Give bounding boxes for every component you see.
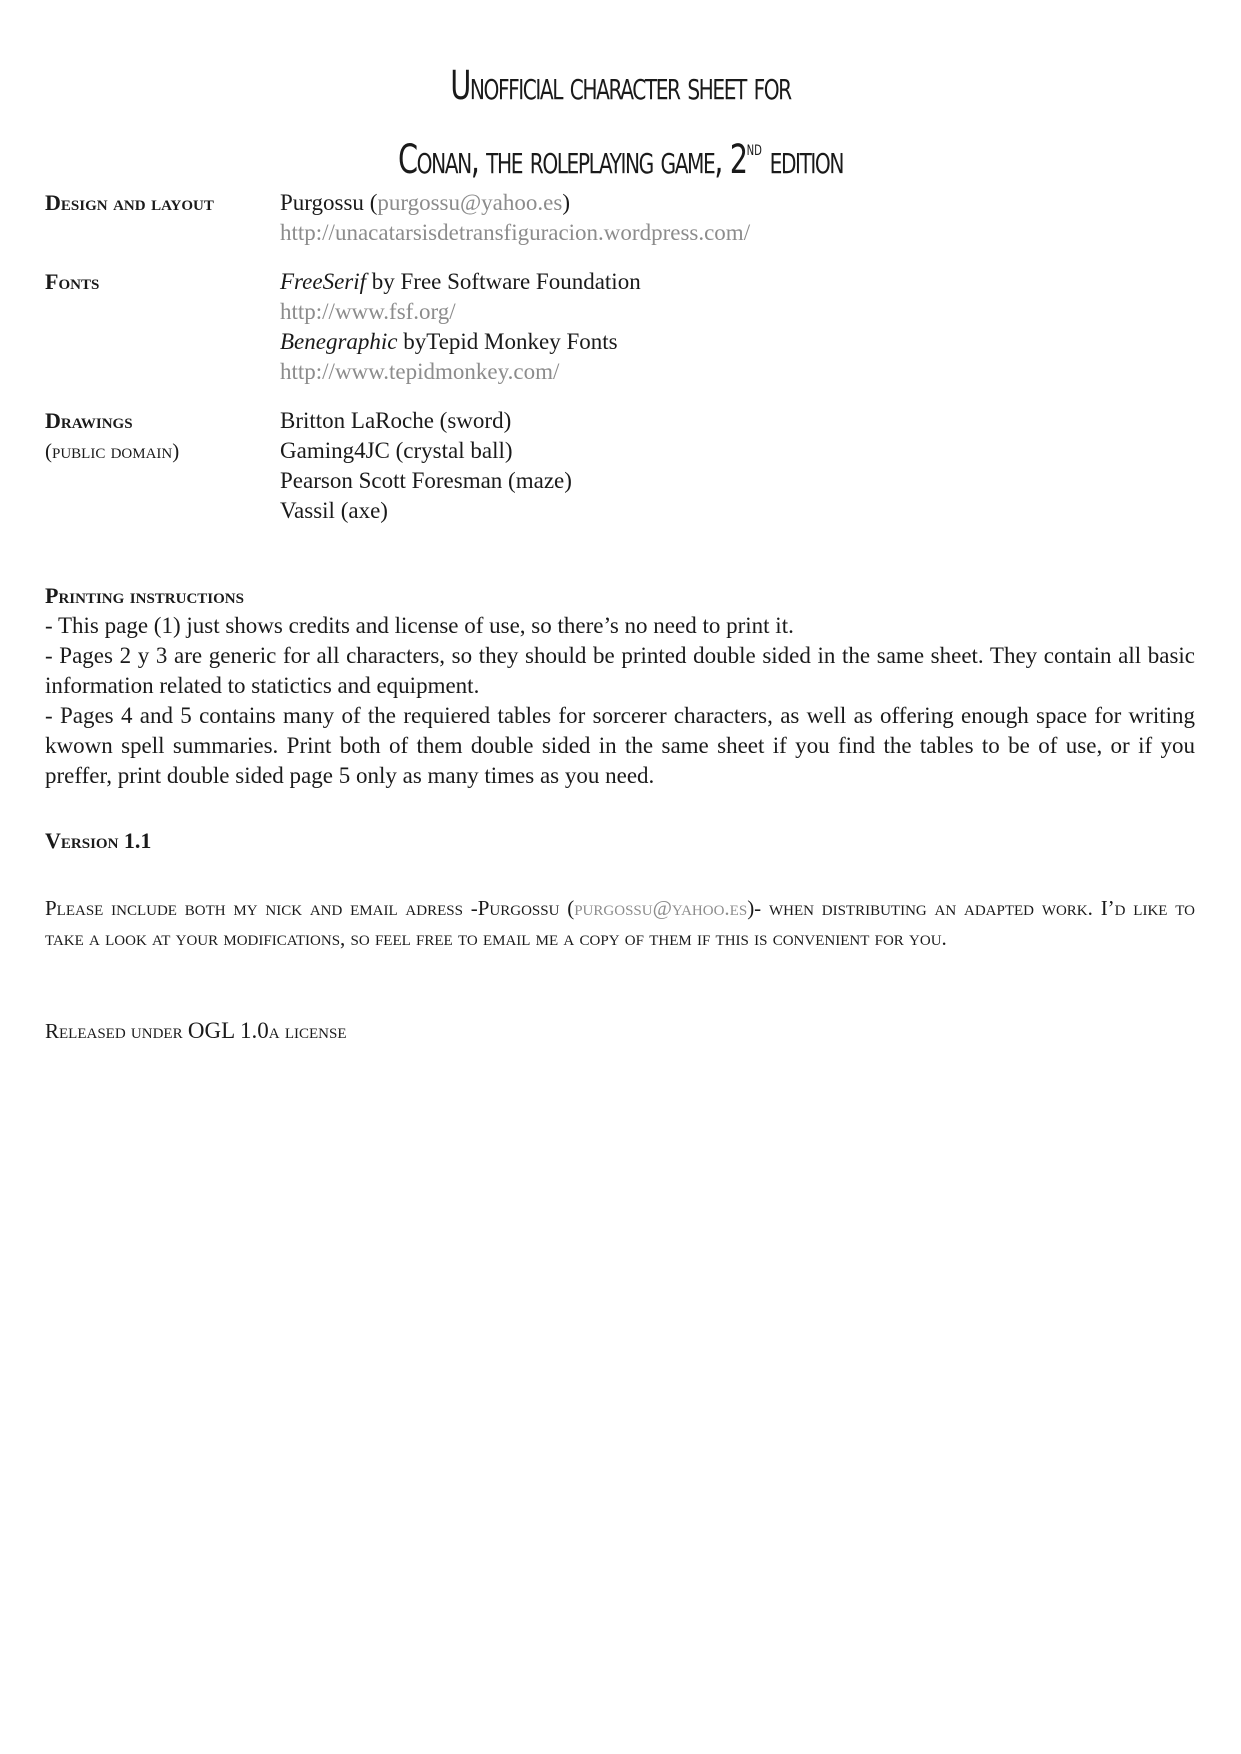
font2-url-link[interactable]: http://www.tepidmonkey.com/: [280, 359, 560, 384]
drawing-credit-item: Pearson Scott Foresman (maze): [280, 468, 572, 493]
printing-line: - Pages 4 and 5 contains many of the requiered tables for sorcerer characters, as well as offering enough space for writing kwown spell summaries. Print both of them double sided in the same sheet if you find the tables to be of use, or if you preffer, print double sided page 5 only as many times as you need.: [45, 703, 1195, 788]
credit-design-values: [280, 188, 750, 248]
distribution-notice: [45, 893, 1195, 953]
version-label: Version 1.1: [45, 828, 152, 853]
credit-drawings-values: [280, 406, 572, 526]
drawing-credit-item: Britton LaRoche (sword): [280, 408, 512, 433]
notice-text-start: Please include both my nick and email adress -Purgossu (: [45, 896, 575, 920]
license-section: [45, 1016, 1195, 1046]
notice-text-end: )- when distributing an adapted work. I’d like to take a look at your modifications, so feel free to email me a copy of them if this is convenient for you.: [45, 896, 1195, 950]
designer-line: Purgossu (purgossu@yahoo.es): [280, 190, 570, 215]
drawing-credit-item: Vassil (axe): [280, 498, 388, 523]
notice-section: [45, 893, 1195, 953]
printing-line: - This page (1) just shows credits and license of use, so there’s no need to print it.: [45, 613, 794, 638]
credit-drawings: [45, 406, 1195, 526]
license-pre: Released under: [45, 1019, 188, 1043]
title-line-1: Unofficial character sheet for: [450, 63, 791, 109]
font1-author: by Free Software Foundation: [366, 269, 641, 294]
drawings-sublabel: (public domain): [45, 439, 180, 463]
font1-url-link[interactable]: http://www.fsf.org/: [280, 299, 456, 324]
designer-email-link[interactable]: purgossu@yahoo.es: [377, 190, 563, 215]
credit-design: [45, 188, 1195, 248]
title-line-2-end: edition: [761, 137, 843, 183]
font2-name: Benegraphic: [280, 329, 398, 354]
credit-fonts: [45, 267, 1195, 387]
credit-fonts-label: Fonts: [45, 269, 100, 294]
credit-drawings-label: [45, 406, 280, 526]
credits-block: [45, 188, 1195, 545]
title-line-2: [174, 117, 1068, 191]
printing-heading: Printing instructions: [45, 583, 244, 608]
page-title: [0, 55, 1241, 191]
credit-design-label: Design and layout: [45, 190, 214, 215]
license-ogl: OGL 1.0: [187, 1018, 269, 1043]
title-ordinal-suffix: nd: [746, 136, 762, 160]
license-line: [45, 1016, 1195, 1046]
drawings-label: Drawings: [45, 408, 133, 433]
title-line-2-main: Conan, the roleplaying game, 2: [397, 137, 747, 183]
license-post: a license: [268, 1019, 347, 1043]
font1-line: [280, 267, 641, 297]
font2-line: [280, 327, 641, 357]
font1-name: FreeSerif: [280, 269, 367, 294]
version-section: [45, 826, 1195, 856]
designer-name: Purgossu: [280, 190, 364, 215]
font2-author: byTepid Monkey Fonts: [397, 329, 618, 354]
printing-line: - Pages 2 y 3 are generic for all characters, so they should be printed double sided in the same sheet. They contain all basic information related to statictics and equipment.: [45, 643, 1195, 698]
drawing-credit-item: Gaming4JC (crystal ball): [280, 438, 513, 463]
designer-url-link[interactable]: http://unacatarsisdetransfiguracion.wordpress.com/: [280, 220, 751, 245]
notice-email-link[interactable]: purgossu@yahoo.es: [574, 896, 748, 920]
printing-instructions: [45, 581, 1195, 791]
credit-fonts-values: [280, 267, 641, 387]
